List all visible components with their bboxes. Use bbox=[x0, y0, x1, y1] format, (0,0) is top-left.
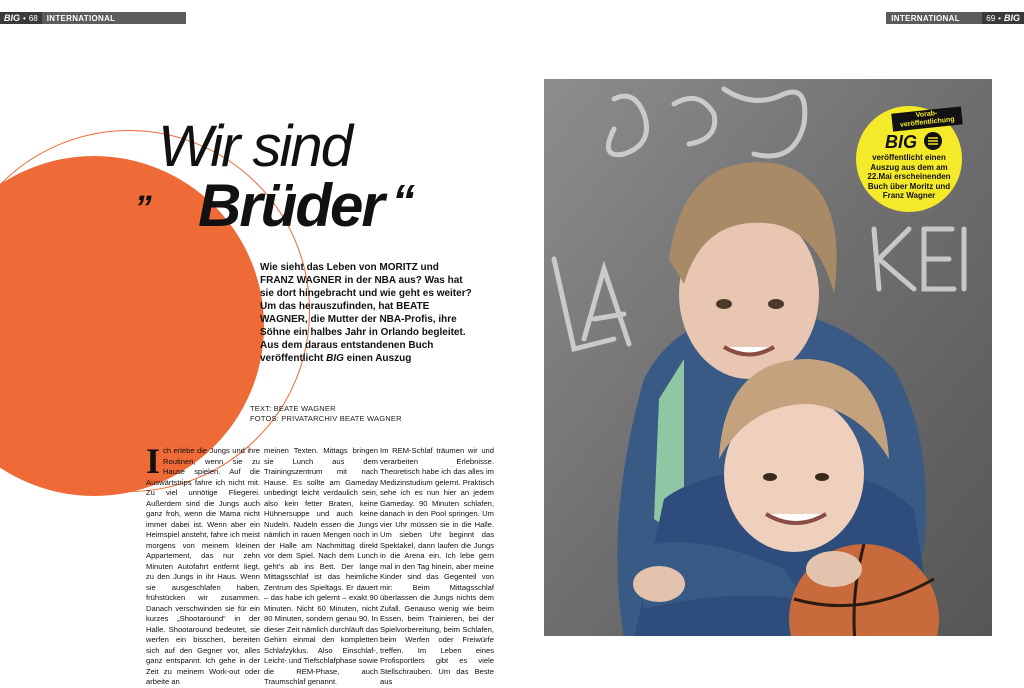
header-bar-left bbox=[0, 12, 186, 24]
header-left-logo: BIG bbox=[4, 13, 21, 23]
intro-text: Wie sieht das Leben von MORITZ und FRANZ WAGNER in der NBA aus? Was hat sie dort hingebracht und wie geht es weiter? Um das herauszufinden, hat BEATE WAGNER, die Mutter der NBA-Profis, ihre Söhne ein halbes Jahr in Orlando begleitet. Aus dem daraus entstandenen Buch veröffentlicht bbox=[260, 262, 472, 364]
credit-text: TEXT: BEATE WAGNER bbox=[250, 404, 336, 413]
body-column-3: Im REM-Schlaf träumen wir und verarbeiten Erlebnisse. Theoretisch habe ich das alles im Medizinstudium gelernt. Praktisch sehe ich es nun hier an jedem Gameday. 90 Minuten schlafen, danach in den Pool springen. Um vier Uhr müssen sie in die Halle. Um sieben Uhr beginnt das Spektakel, dann laufen die Jungs in die Arena ein. Ich lebe gern mal in den Tag hinein, aber meine Kinder sind das Gegenteil von mir: Beim Mittagsschlaf überlassen die Jungs nichts dem Zufall. Genauso wenig wie beim Essen, beim Trainieren, bei der Spielvorbereitung, beim Schlafen, beim Werfen oder Freiwürfe treffen. Im Leben eines Profisportlers gibt es viele Stellschrauben. Um das Beste aus bbox=[380, 446, 494, 686]
headline-line2: Brüder bbox=[198, 172, 383, 239]
book-icon bbox=[924, 132, 942, 150]
header-right-dot: • bbox=[998, 13, 1001, 23]
headline-open-quote: „ bbox=[138, 170, 155, 208]
header-bar-right bbox=[886, 12, 1024, 24]
header-left-dot: • bbox=[23, 13, 26, 23]
intro-end: einen Auszug bbox=[343, 353, 412, 364]
header-right-logo: BIG bbox=[1003, 13, 1020, 23]
intro-big-logo: BIG bbox=[326, 353, 344, 364]
drop-cap: I bbox=[146, 441, 161, 481]
credit-photos: FOTOS: PRIVATARCHIV BEATE WAGNER bbox=[250, 414, 402, 423]
badge-tab: Vorab-veröffentlichung bbox=[891, 106, 962, 131]
section-label-right: INTERNATIONAL bbox=[886, 12, 982, 24]
headline-close-quote: “ bbox=[392, 175, 415, 227]
page-number-right: 69 bbox=[986, 13, 996, 23]
body-column-2: meinen Texten. Mittags bringen sie Lunch aus dem Trainingszentrum mit nach Hause. Es sollte am Gameday unbedingt leicht verdaulich sein, also kein fetter Braten, keine Hühnersuppe und auch keine Nudeln. Nudeln essen die Jungs nämlich in rauen Mengen noch in der Halle am Nachmittag direkt vor dem Spiel. Nach dem Lunch geht's ab ins Bett. Der lange Mittagsschlaf ist das heimliche Zentrum des Spieltags. Er dauert – das habe ich gelernt – exakt 90 Minuten. Nicht 60 Minuten, nicht 80 Minuten, sondern genau 90. In dieser Zeit nämlich durchläuft das Gehirn einmal den kompletten Schlafzyklus. Also Einschlaf-, Leicht- und Tiefschlafphase sowie die REM-Phase, auch Traumschlaf genannt. bbox=[264, 446, 378, 686]
badge-text: veröffentlicht einen Auszug aus dem am 22.Mai erscheinenden Buch über Moritz und Franz Wagner bbox=[867, 153, 951, 200]
section-label-left: INTERNATIONAL bbox=[42, 12, 186, 24]
badge-logo: BIG bbox=[885, 132, 918, 152]
intro-paragraph bbox=[260, 261, 475, 365]
body-column-1 bbox=[146, 441, 260, 688]
page-number-left: 68 bbox=[28, 13, 38, 23]
headline-line1: Wir sind bbox=[158, 114, 351, 179]
header-right-logo-block bbox=[982, 12, 1024, 24]
credits bbox=[250, 404, 402, 424]
header-left-logo-block bbox=[0, 12, 42, 24]
body-column-1-text: ch erlebe die Jungs und ihre Routinen, wenn sie zu Hause spielen. Auf die Auswärtstrips fahre ich nicht mit. Zu viel unnötige Fliegerei. Außerdem sind die Jungs auch ganz froh, wenn die Mama nicht immer dabei ist. Wenn aber ein Heimspiel ansteht, fahre ich meist morgens von meinem kleinen Appartement, das nur zehn Minuten Autofahrt entfernt liegt, zu den Jungs in ihr Haus. Wenn sie ausgeschlafen haben, frühstücken wir zusammen. Danach verschwinden sie für ein kurzes „Shootaround“ in der Halle. Shootaround bedeutet, sie werfen ein bisschen, bereiten sich auf den Gegner vor, alles ganz entspannt. Ich gehe in der Zeit zu meinem Work-out oder arbeite an bbox=[146, 446, 260, 686]
promo-badge bbox=[856, 106, 962, 212]
